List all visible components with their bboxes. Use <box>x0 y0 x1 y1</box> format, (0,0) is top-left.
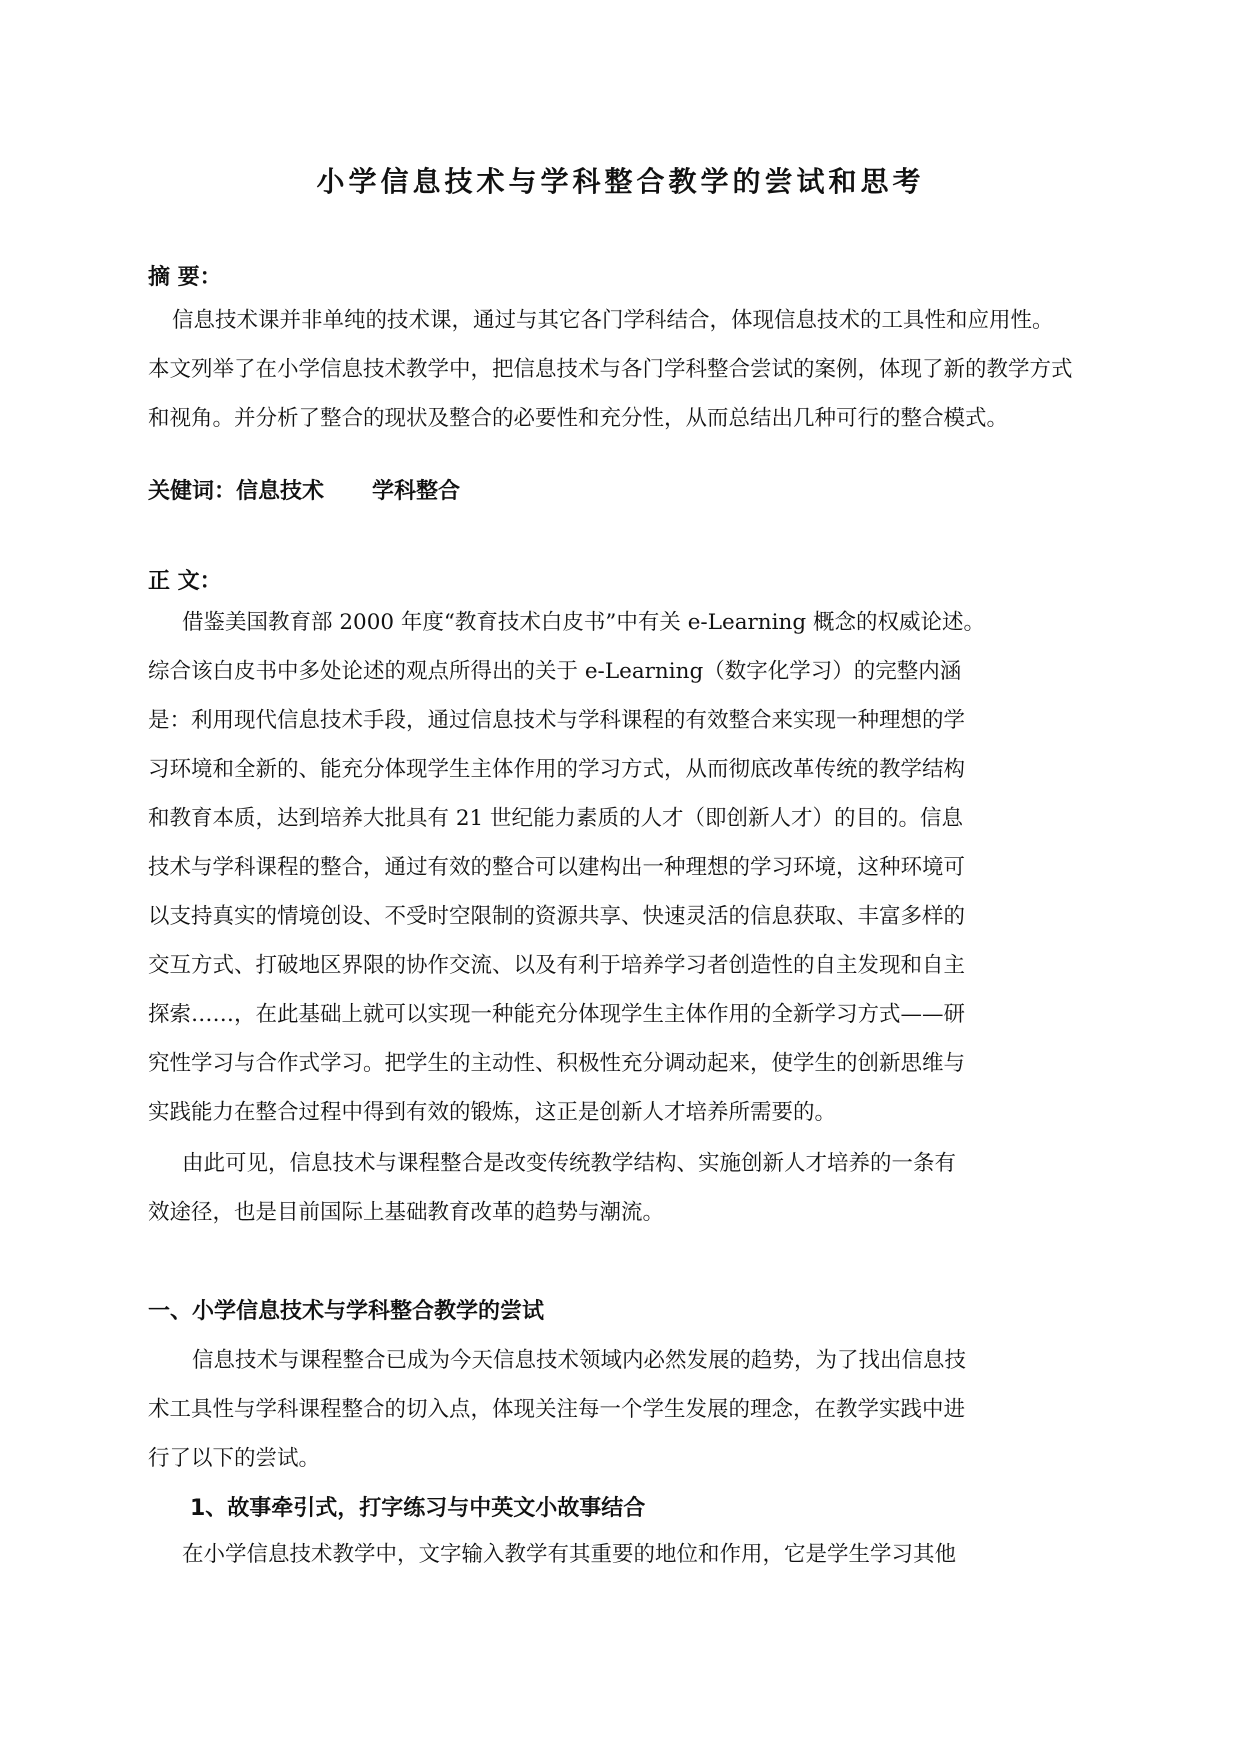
body-paragraph-1 <box>148 598 1098 1137</box>
section-1-heading: 一、小学信息技术与学科整合教学的尝试 <box>148 1299 545 1324</box>
body-line: 和教育本质，达到培养大批具有 21 世纪能力素质的人才（即创新人才）的目的。信息 <box>148 806 964 831</box>
abstract-line: 本文列举了在小学信息技术教学中，把信息技术与各门学科整合尝试的案例，体现了新的教学方式 <box>148 357 1073 382</box>
section-line: 行了以下的尝试。 <box>148 1446 321 1471</box>
body-line: 借鉴美国教育部 2000 年度“教育技术白皮书”中有关 e-Learning 概念的权威论述。 <box>182 610 985 635</box>
abstract-line: 信息技术课并非单纯的技术课，通过与其它各门学科结合，体现信息技术的工具性和应用性。 <box>172 308 1054 333</box>
section-line: 术工具性与学科课程整合的切入点，体现关注每一个学生发展的理念，在教学实践中进 <box>148 1397 966 1422</box>
abstract-paragraph <box>148 296 1098 443</box>
keyword-item: 信息技术 <box>236 479 325 504</box>
body-line: 交互方式、打破地区界限的协作交流、以及有利于培养学习者创造性的自主发现和自主 <box>148 953 966 978</box>
body-paragraph-2 <box>148 1139 1098 1237</box>
section-1-paragraph <box>148 1336 1098 1483</box>
body-line: 实践能力在整合过程中得到有效的锻炼，这正是创新人才培养所需要的。 <box>148 1100 837 1125</box>
section-line: 信息技术与课程整合已成为今天信息技术领域内必然发展的趋势，为了找出信息技 <box>192 1348 967 1373</box>
body-line: 以支持真实的情境创设、不受时空限制的资源共享、快速灵活的信息获取、丰富多样的 <box>148 904 966 929</box>
body-line: 是：利用现代信息技术手段，通过信息技术与学科课程的有效整合来实现一种理想的学 <box>148 708 966 733</box>
body-label: 正 文： <box>148 569 222 594</box>
abstract-line: 和视角。并分析了整合的现状及整合的必要性和充分性，从而总结出几种可行的整合模式。 <box>148 406 1009 431</box>
document-title: 小学信息技术与学科整合教学的尝试和思考 <box>316 165 925 198</box>
body-line: 由此可见，信息技术与课程整合是改变传统教学结构、实施创新人才培养的一条有 <box>182 1151 957 1176</box>
body-line: 探索……，在此基础上就可以实现一种能充分体现学生主体作用的全新学习方式——研 <box>148 1002 966 1027</box>
abstract-label: 摘 要： <box>148 265 222 290</box>
subsection-1-heading: 1、故事牵引式，打字练习与中英文小故事结合 <box>190 1496 646 1521</box>
keywords-line <box>148 474 460 505</box>
body-line: 习环境和全新的、能充分体现学生主体作用的学习方式，从而彻底改革传统的教学结构 <box>148 757 966 782</box>
body-line: 究性学习与合作式学习。把学生的主动性、积极性充分调动起来，使学生的创新思维与 <box>148 1051 966 1076</box>
subsection-1-paragraph <box>148 1530 1098 1579</box>
keywords-label: 关健词： <box>148 479 237 504</box>
body-line: 综合该白皮书中多处论述的观点所得出的关于 e-Learning（数字化学习）的完整内涵 <box>148 659 962 684</box>
body-line: 技术与学科课程的整合，通过有效的整合可以建构出一种理想的学习环境，这种环境可 <box>148 855 966 880</box>
body-line: 效途径，也是目前国际上基础教育改革的趋势与潮流。 <box>148 1200 665 1225</box>
subsection-line: 在小学信息技术教学中，文字输入教学有其重要的地位和作用，它是学生学习其他 <box>182 1542 957 1567</box>
keyword-item: 学科整合 <box>372 479 461 504</box>
